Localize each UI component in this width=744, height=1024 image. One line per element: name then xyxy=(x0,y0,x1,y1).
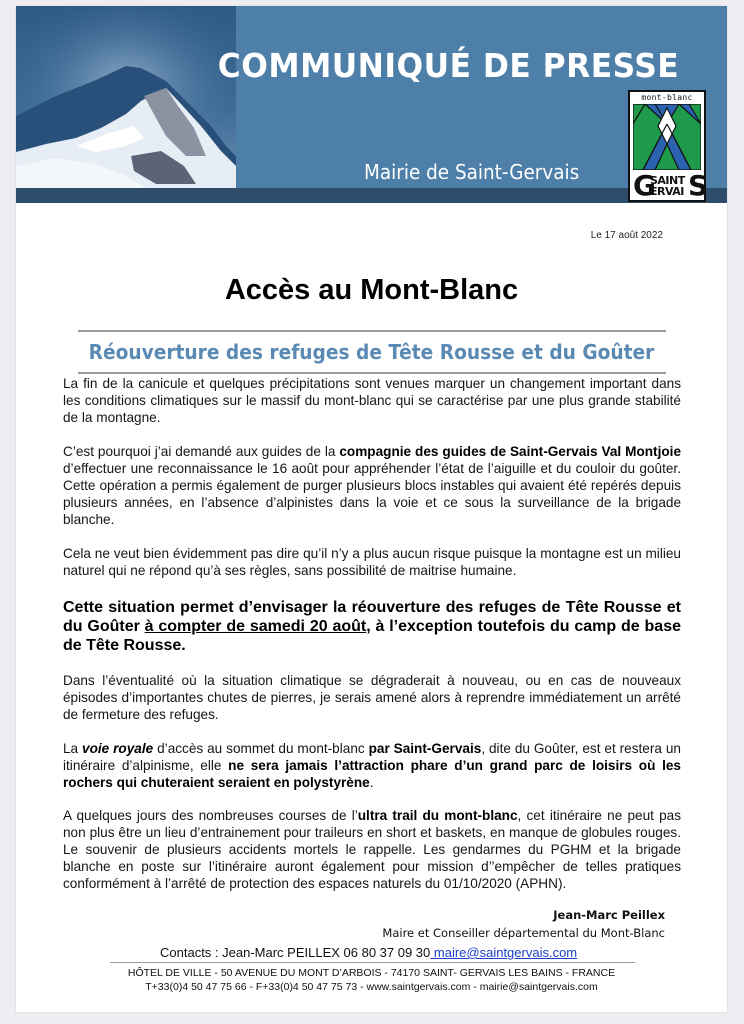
voie-royale-emphasis: voie royale xyxy=(82,741,154,756)
document-date: Le 17 août 2022 xyxy=(590,230,663,241)
signature-name: Jean-Marc Peillex xyxy=(553,908,665,922)
saint-gervais-logo xyxy=(628,90,709,202)
document-subtitle: Réouverture des refuges de Tête Rousse et du Goûter xyxy=(88,340,655,364)
mont-blanc-photo xyxy=(16,6,236,188)
guides-company-emphasis: compagnie des guides de Saint-Gervais Val Montjoie xyxy=(339,444,682,459)
subtitle-bottom-rule xyxy=(78,372,666,374)
contacts-line: Contacts : Jean-Marc PEILLEX 06 80 37 09 30 maire@saintgervais.com xyxy=(160,945,578,960)
header-title: COMMUNIQUÉ DE PRESSE xyxy=(217,46,680,85)
paragraph-3: Cela ne veut bien évidemment pas dire qu’il n’y a plus aucun risque puisque la montagne est un milieu naturel qui ne répond qu’à ses règles, sans possibilité de maitrise humaine. xyxy=(63,546,681,578)
footer-rule xyxy=(110,962,635,963)
press-release-page xyxy=(16,6,727,1012)
reopening-date-emphasis: à compter de samedi 20 août xyxy=(144,618,367,635)
header-subtitle: Mairie de Saint-Gervais xyxy=(364,160,580,184)
logo-saint-gervais-text: G SAINT ERVAI S xyxy=(633,169,709,202)
logo-mont-blanc-text: mont-blanc xyxy=(641,93,693,102)
paragraph-1: La fin de la canicule et quelques précipitations sont venues marquer un changement important dans les conditions climatiques sur le massif du mont-blanc qui se caractérise par une plus grande stabilité de la montagne. xyxy=(63,376,681,425)
signature-role: Maire et Conseiller départemental du Mont-Blanc xyxy=(382,926,665,940)
paragraph-6: La voie royale d’accès au sommet du mont-blanc par Saint-Gervais, dite du Goûter, est et restera un itinéraire d’alpinisme, elle ne sera jamais l’attraction phare d’un grand parc de loisirs où les rochers qui chuteraient seraient en polystyrène. xyxy=(63,741,681,790)
paragraph-7: A quelques jours des nombreuses courses de l’ultra trail du mont-blanc, cet itinéraire ne peut pas non plus être un lieu d’entrainement pour traileurs en short et baskets, en manque de globules rouges. Le souvenir de plusieurs accidents mortels le rappelle. Les gendarmes du PGHM et la brigade blanche en poste sur l’itinéraire auront également pour mission d’’empêcher de telles pratiques conformément à l’arrêté de protection des espaces naturels du 01/10/2020 (APHN). xyxy=(63,808,682,891)
footer-contacts: T+33(0)4 50 47 75 66 - F+33(0)4 50 47 75 73 - www.saintgervais.com - mairie@saintgervais.com xyxy=(145,981,598,993)
document-title: Accès au Mont-Blanc xyxy=(224,274,519,306)
mountain-emblem-icon xyxy=(633,104,701,170)
header-band xyxy=(16,188,727,203)
footer-address: HÔTEL DE VILLE - 50 AVENUE DU MONT D’ARBOIS - 74170 SAINT- GERVAIS LES BAINS - FRANCE xyxy=(127,967,616,979)
contact-email-link[interactable]: maire@saintgervais.com xyxy=(430,945,578,960)
paragraph-2: C’est pourquoi j’ai demandé aux guides de la compagnie des guides de Saint-Gervais Val Montjoie d’effectuer une reconnaissance le 16 août pour appréhender l’état de l’aiguille et du couloir du goûter. Cette opération a permis également de purger plusieurs blocs instables qui avaient été repérés depuis plusieurs années, en l’absence d’alpinistes dans la voie et ce sous la surveillance de la brigade blanche. xyxy=(63,444,682,527)
paragraph-4-announcement: Cette situation permet d’envisager la réouverture des refuges de Tête Rousse et du Goûter à compter de samedi 20 août, à l’exception toutefois du camp de base de Tête Rousse. xyxy=(63,599,681,654)
header-banner xyxy=(16,6,727,203)
subtitle-top-rule xyxy=(78,330,666,332)
paragraph-5: Dans l’éventualité où la situation climatique se dégraderait à nouveau, ou en cas de nouveaux épisodes d’importantes chutes de pierres, je serais amené alors à reprendre immédiatement un arrêté de fermeture des refuges. xyxy=(63,673,681,722)
